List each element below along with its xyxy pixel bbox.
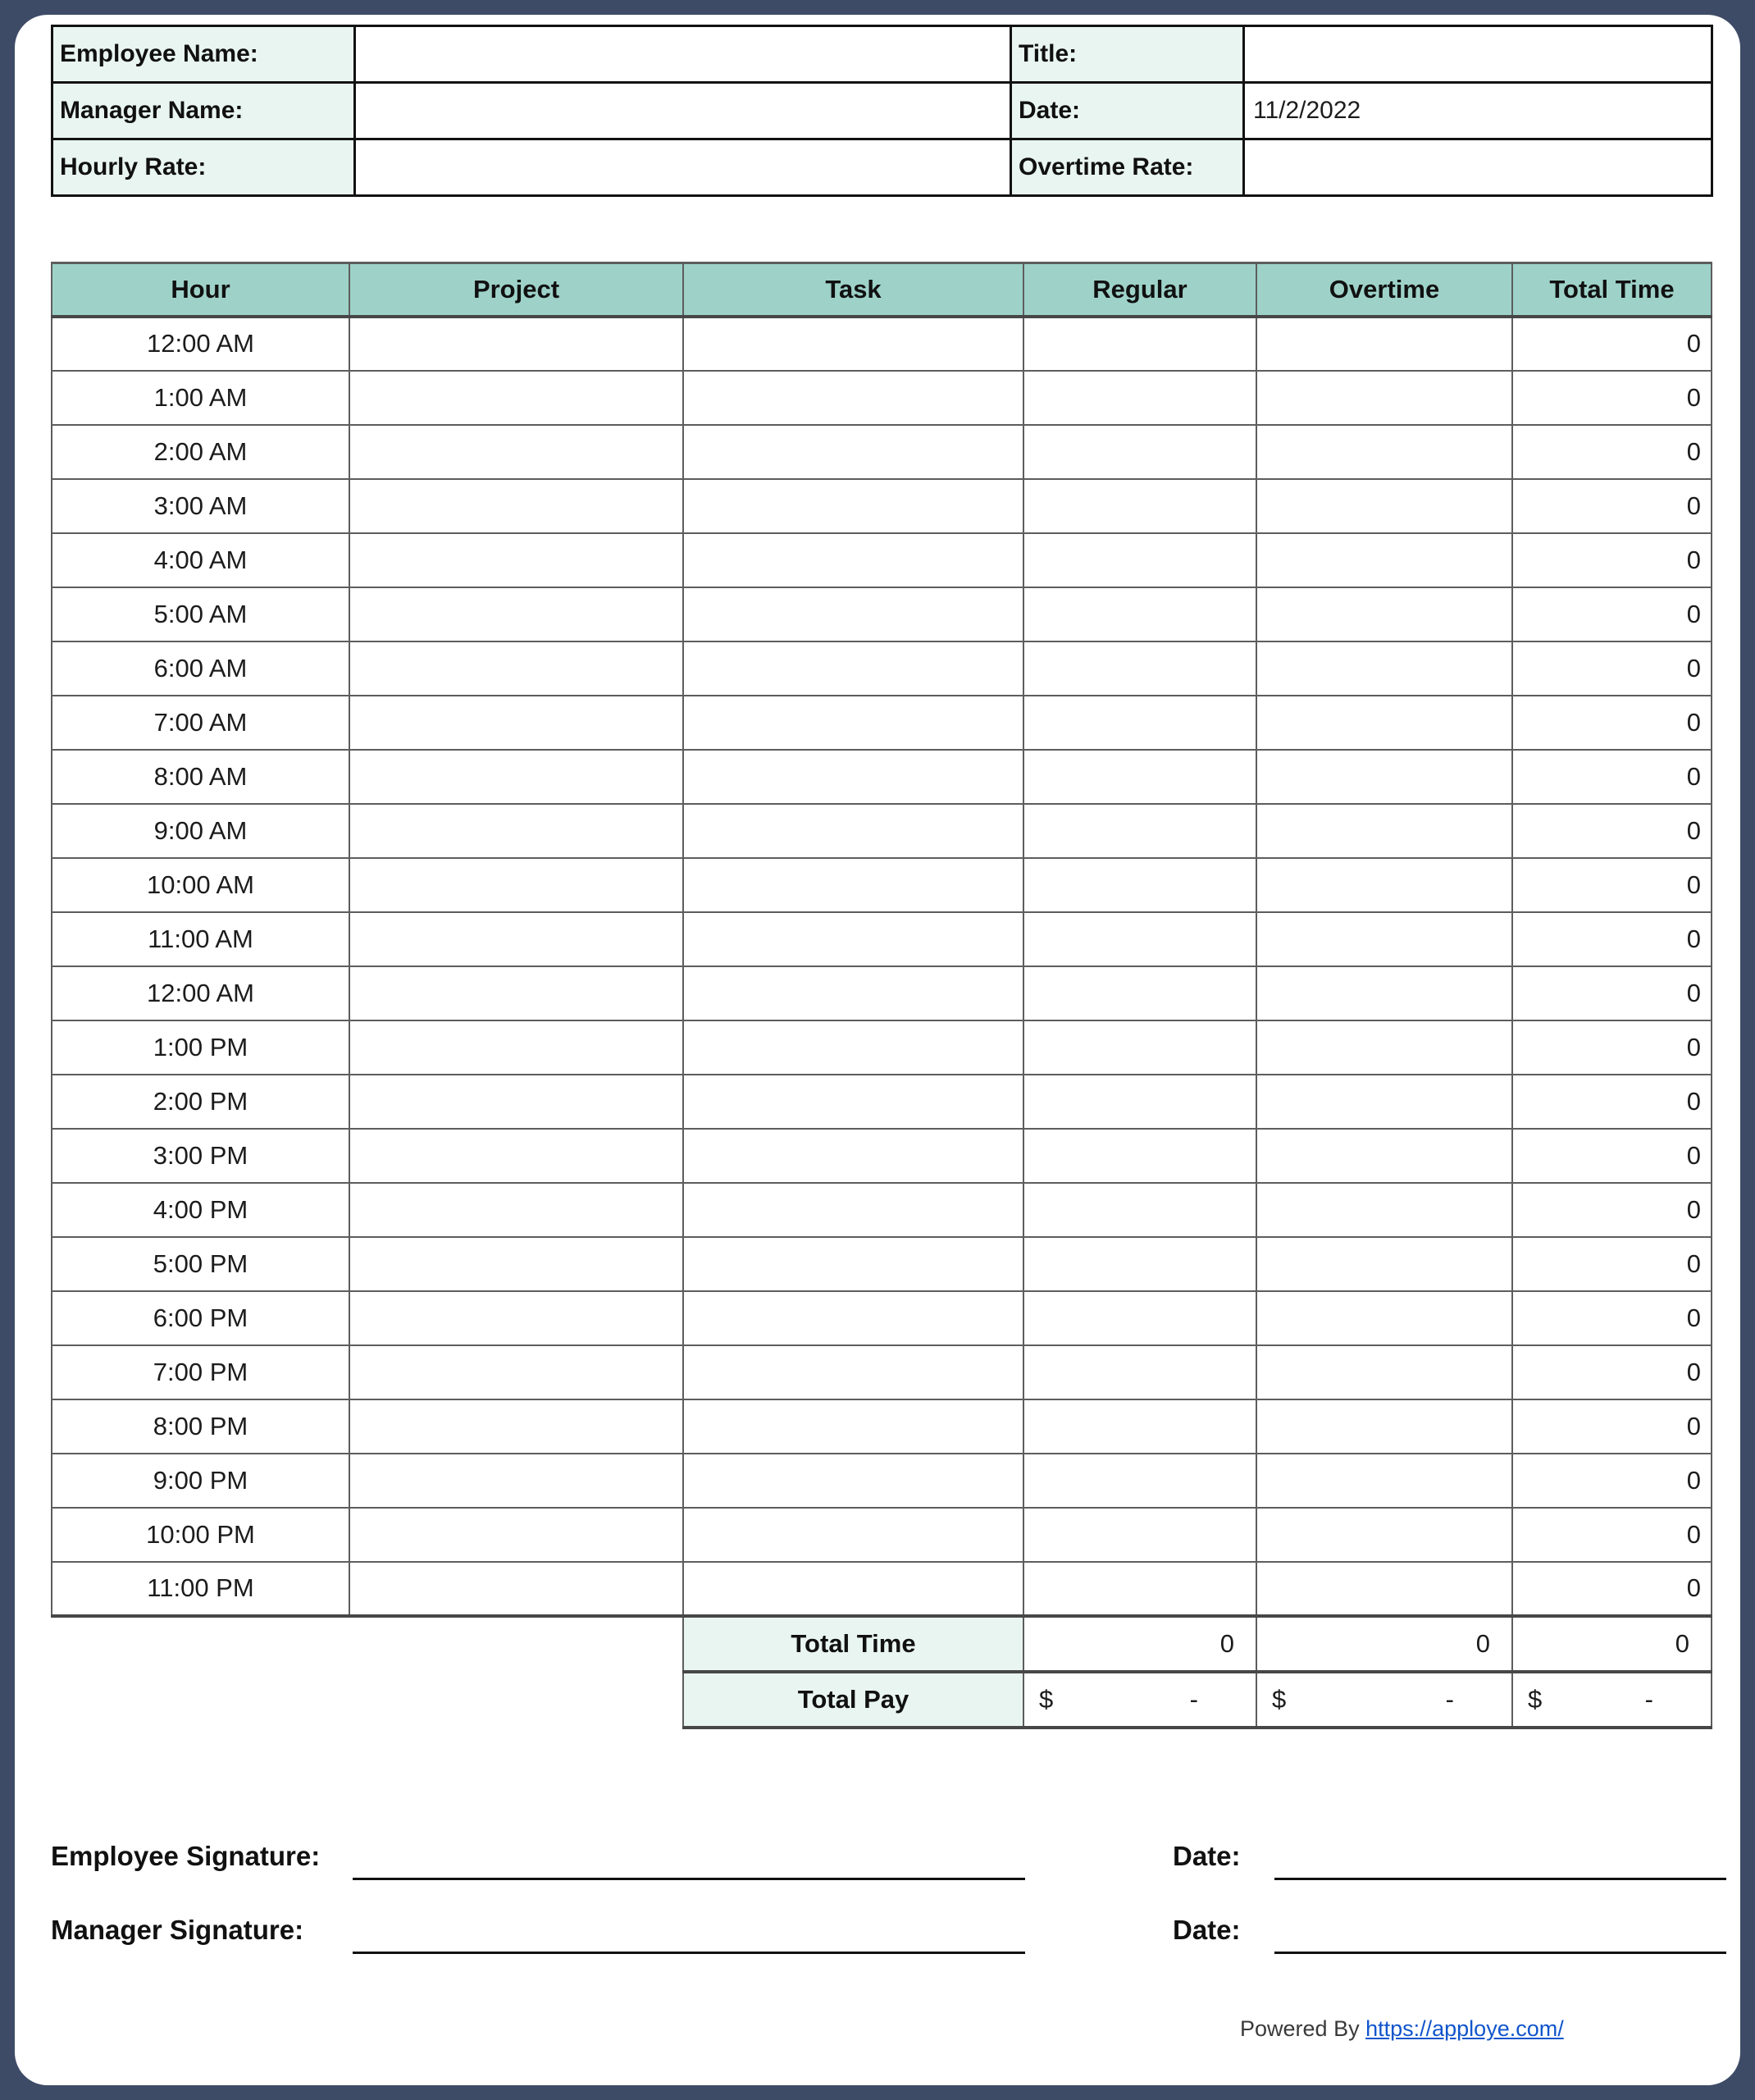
overtime-cell[interactable] [1256,479,1512,533]
title-label: Title: [1011,26,1244,83]
currency-symbol: $ [1272,1684,1287,1714]
overtime-cell[interactable] [1256,1075,1512,1129]
task-cell[interactable] [683,912,1023,966]
employee-info-table [51,25,1713,197]
table-row [52,804,1712,858]
table-row [52,1020,1712,1075]
total-pay-regular-amount: - [1189,1684,1198,1714]
project-cell[interactable] [349,317,683,371]
total-pay-overtime-amount: - [1445,1684,1454,1714]
project-cell[interactable] [349,750,683,804]
employee-signature-date-line[interactable] [1274,1878,1726,1880]
table-row [52,1399,1712,1454]
table-row [52,858,1712,912]
manager-signature-date-label: Date: [1173,1915,1241,1945]
overtime-cell[interactable] [1256,1020,1512,1075]
hour-cell: 7:00 AM [52,696,349,750]
total-time-cell: 0 [1512,1183,1712,1237]
table-row [52,425,1712,479]
hour-cell: 8:00 AM [52,750,349,804]
manager-signature-row [51,1905,1711,1954]
task-cell[interactable] [683,371,1023,425]
hour-cell: 11:00 AM [52,912,349,966]
hour-cell: 6:00 AM [52,641,349,696]
table-row [52,1291,1712,1345]
regular-cell[interactable] [1023,1129,1256,1183]
project-cell[interactable] [349,587,683,641]
task-cell[interactable] [683,641,1023,696]
project-cell[interactable] [349,1075,683,1129]
col-header-task: Task [683,263,1023,317]
overtime-cell[interactable] [1256,641,1512,696]
currency-symbol: $ [1039,1684,1054,1714]
col-header-overtime: Overtime [1256,263,1512,317]
table-row [52,1562,1712,1616]
currency-symbol: $ [1528,1684,1543,1714]
table-row [52,1454,1712,1508]
overtime-rate-label: Overtime Rate: [1011,139,1244,196]
regular-cell[interactable] [1023,804,1256,858]
manager-signature-label: Manager Signature: [51,1915,304,1945]
table-row [52,1129,1712,1183]
totals-spacer [52,1672,683,1728]
total-time-overtime-value: 0 [1256,1616,1512,1672]
table-row [52,912,1712,966]
employee-signature-date-label: Date: [1173,1841,1241,1871]
task-cell[interactable] [683,317,1023,371]
manager-name-field[interactable] [355,83,1011,139]
regular-cell[interactable] [1023,1291,1256,1345]
regular-cell[interactable] [1023,1183,1256,1237]
overtime-cell[interactable] [1256,1508,1512,1562]
project-cell[interactable] [349,912,683,966]
hour-cell: 3:00 AM [52,479,349,533]
task-cell[interactable] [683,1129,1023,1183]
project-cell[interactable] [349,1183,683,1237]
total-time-cell: 0 [1512,1075,1712,1129]
overtime-cell[interactable] [1256,966,1512,1020]
regular-cell[interactable] [1023,425,1256,479]
table-row [52,750,1712,804]
total-time-cell: 0 [1512,479,1712,533]
overtime-cell[interactable] [1256,1345,1512,1399]
employee-signature-line[interactable] [353,1878,1025,1880]
manager-name-label: Manager Name: [52,83,355,139]
total-time-row [52,1616,1712,1672]
employee-signature-row [51,1831,1711,1880]
task-cell[interactable] [683,804,1023,858]
regular-cell[interactable] [1023,317,1256,371]
regular-cell[interactable] [1023,1562,1256,1616]
employee-name-field[interactable] [355,26,1011,83]
regular-cell[interactable] [1023,1454,1256,1508]
task-cell[interactable] [683,858,1023,912]
overtime-cell[interactable] [1256,587,1512,641]
overtime-cell[interactable] [1256,804,1512,858]
project-cell[interactable] [349,858,683,912]
overtime-cell[interactable] [1256,696,1512,750]
hour-cell: 11:00 PM [52,1562,349,1616]
regular-cell[interactable] [1023,1075,1256,1129]
project-cell[interactable] [349,1020,683,1075]
col-header-regular: Regular [1023,263,1256,317]
overtime-cell[interactable] [1256,533,1512,587]
total-pay-overtime-cell [1256,1672,1512,1728]
total-time-cell: 0 [1512,317,1712,371]
regular-cell[interactable] [1023,966,1256,1020]
table-row [52,533,1712,587]
total-time-cell: 0 [1512,1399,1712,1454]
total-time-total-value: 0 [1512,1616,1712,1672]
overtime-cell[interactable] [1256,750,1512,804]
project-cell[interactable] [349,425,683,479]
footer [1240,2016,1564,2042]
regular-cell[interactable] [1023,1399,1256,1454]
regular-cell[interactable] [1023,641,1256,696]
manager-signature-line[interactable] [353,1952,1025,1954]
overtime-cell[interactable] [1256,1237,1512,1291]
project-cell[interactable] [349,1454,683,1508]
total-time-cell: 0 [1512,912,1712,966]
total-time-cell: 0 [1512,1562,1712,1616]
project-cell[interactable] [349,966,683,1020]
manager-signature-date-line[interactable] [1274,1952,1726,1954]
task-cell[interactable] [683,1562,1023,1616]
title-field[interactable] [1244,26,1712,83]
employee-signature-label: Employee Signature: [51,1841,321,1871]
document-page [15,15,1740,2085]
hour-cell: 10:00 PM [52,1508,349,1562]
regular-cell[interactable] [1023,1237,1256,1291]
regular-cell[interactable] [1023,696,1256,750]
task-cell[interactable] [683,750,1023,804]
hourly-rate-label: Hourly Rate: [52,139,355,196]
task-cell[interactable] [683,1020,1023,1075]
hour-cell: 7:00 PM [52,1345,349,1399]
task-cell[interactable] [683,1399,1023,1454]
total-time-regular-value: 0 [1023,1616,1256,1672]
task-cell[interactable] [683,587,1023,641]
project-cell[interactable] [349,696,683,750]
hour-cell: 5:00 AM [52,587,349,641]
table-row [52,1075,1712,1129]
hour-cell: 5:00 PM [52,1237,349,1291]
project-cell[interactable] [349,1345,683,1399]
regular-cell[interactable] [1023,371,1256,425]
overtime-cell[interactable] [1256,425,1512,479]
project-cell[interactable] [349,1508,683,1562]
overtime-cell[interactable] [1256,371,1512,425]
total-time-cell: 0 [1512,804,1712,858]
project-cell[interactable] [349,1291,683,1345]
overtime-rate-field[interactable] [1244,139,1712,196]
project-cell[interactable] [349,641,683,696]
total-time-cell: 0 [1512,1129,1712,1183]
overtime-cell[interactable] [1256,317,1512,371]
total-pay-regular-cell [1023,1672,1256,1728]
table-row [52,641,1712,696]
table-row [52,1508,1712,1562]
powered-by-text: Powered By [1240,2016,1360,2041]
hour-cell: 8:00 PM [52,1399,349,1454]
hour-cell: 1:00 AM [52,371,349,425]
task-cell[interactable] [683,1508,1023,1562]
project-cell[interactable] [349,1562,683,1616]
hour-cell: 2:00 PM [52,1075,349,1129]
overtime-cell[interactable] [1256,1562,1512,1616]
project-cell[interactable] [349,479,683,533]
hourly-rate-field[interactable] [355,139,1011,196]
project-cell[interactable] [349,804,683,858]
hour-cell: 12:00 AM [52,317,349,371]
overtime-cell[interactable] [1256,912,1512,966]
project-cell[interactable] [349,1399,683,1454]
table-row [52,1237,1712,1291]
col-header-project: Project [349,263,683,317]
table-row [52,1345,1712,1399]
overtime-cell[interactable] [1256,1129,1512,1183]
total-time-cell: 0 [1512,1345,1712,1399]
total-time-cell: 0 [1512,966,1712,1020]
regular-cell[interactable] [1023,1345,1256,1399]
regular-cell[interactable] [1023,1020,1256,1075]
project-cell[interactable] [349,1129,683,1183]
date-label: Date: [1011,83,1244,139]
overtime-cell[interactable] [1256,1454,1512,1508]
task-cell[interactable] [683,479,1023,533]
signature-section [51,1831,1711,2011]
hour-cell: 9:00 PM [52,1454,349,1508]
task-cell[interactable] [683,1075,1023,1129]
hour-cell: 4:00 PM [52,1183,349,1237]
hour-cell: 4:00 AM [52,533,349,587]
regular-cell[interactable] [1023,533,1256,587]
table-row [52,371,1712,425]
overtime-cell[interactable] [1256,1291,1512,1345]
info-row [52,83,1712,139]
regular-cell[interactable] [1023,912,1256,966]
timesheet-table [51,262,1712,1729]
table-row [52,1183,1712,1237]
task-cell[interactable] [683,966,1023,1020]
total-time-cell: 0 [1512,641,1712,696]
hour-cell: 9:00 AM [52,804,349,858]
hour-cell: 10:00 AM [52,858,349,912]
total-time-cell: 0 [1512,371,1712,425]
regular-cell[interactable] [1023,587,1256,641]
overtime-cell[interactable] [1256,1399,1512,1454]
col-header-hour: Hour [52,263,349,317]
regular-cell[interactable] [1023,858,1256,912]
total-time-cell: 0 [1512,1508,1712,1562]
task-cell[interactable] [683,1454,1023,1508]
table-row [52,587,1712,641]
project-cell[interactable] [349,371,683,425]
info-row [52,26,1712,83]
regular-cell[interactable] [1023,1508,1256,1562]
totals-spacer [52,1616,683,1672]
total-time-cell: 0 [1512,587,1712,641]
table-row [52,696,1712,750]
total-pay-total-cell [1512,1672,1712,1728]
regular-cell[interactable] [1023,750,1256,804]
timesheet-body [52,317,1712,1616]
task-cell[interactable] [683,425,1023,479]
hour-cell: 1:00 PM [52,1020,349,1075]
hour-cell: 2:00 AM [52,425,349,479]
total-time-cell: 0 [1512,1454,1712,1508]
total-pay-row [52,1672,1712,1728]
total-time-cell: 0 [1512,1291,1712,1345]
task-cell[interactable] [683,696,1023,750]
total-pay-row-label: Total Pay [683,1672,1023,1728]
apploye-link[interactable]: https://apploye.com/ [1365,2016,1564,2041]
table-row [52,479,1712,533]
col-header-total-time: Total Time [1512,263,1712,317]
hour-cell: 3:00 PM [52,1129,349,1183]
task-cell[interactable] [683,1345,1023,1399]
task-cell[interactable] [683,1291,1023,1345]
project-cell[interactable] [349,1237,683,1291]
overtime-cell[interactable] [1256,858,1512,912]
project-cell[interactable] [349,533,683,587]
table-row [52,966,1712,1020]
regular-cell[interactable] [1023,479,1256,533]
total-time-cell: 0 [1512,750,1712,804]
total-pay-total-amount: - [1644,1684,1653,1714]
task-cell[interactable] [683,533,1023,587]
total-time-row-label: Total Time [683,1616,1023,1672]
task-cell[interactable] [683,1183,1023,1237]
total-time-cell: 0 [1512,425,1712,479]
hour-cell: 12:00 AM [52,966,349,1020]
total-time-cell: 0 [1512,1020,1712,1075]
overtime-cell[interactable] [1256,1183,1512,1237]
hour-cell: 6:00 PM [52,1291,349,1345]
table-row [52,317,1712,371]
info-row [52,139,1712,196]
total-time-cell: 0 [1512,696,1712,750]
employee-name-label: Employee Name: [52,26,355,83]
total-time-cell: 0 [1512,533,1712,587]
timesheet-header-row [52,263,1712,317]
date-field[interactable]: 11/2/2022 [1244,83,1712,139]
total-time-cell: 0 [1512,1237,1712,1291]
task-cell[interactable] [683,1237,1023,1291]
total-time-cell: 0 [1512,858,1712,912]
